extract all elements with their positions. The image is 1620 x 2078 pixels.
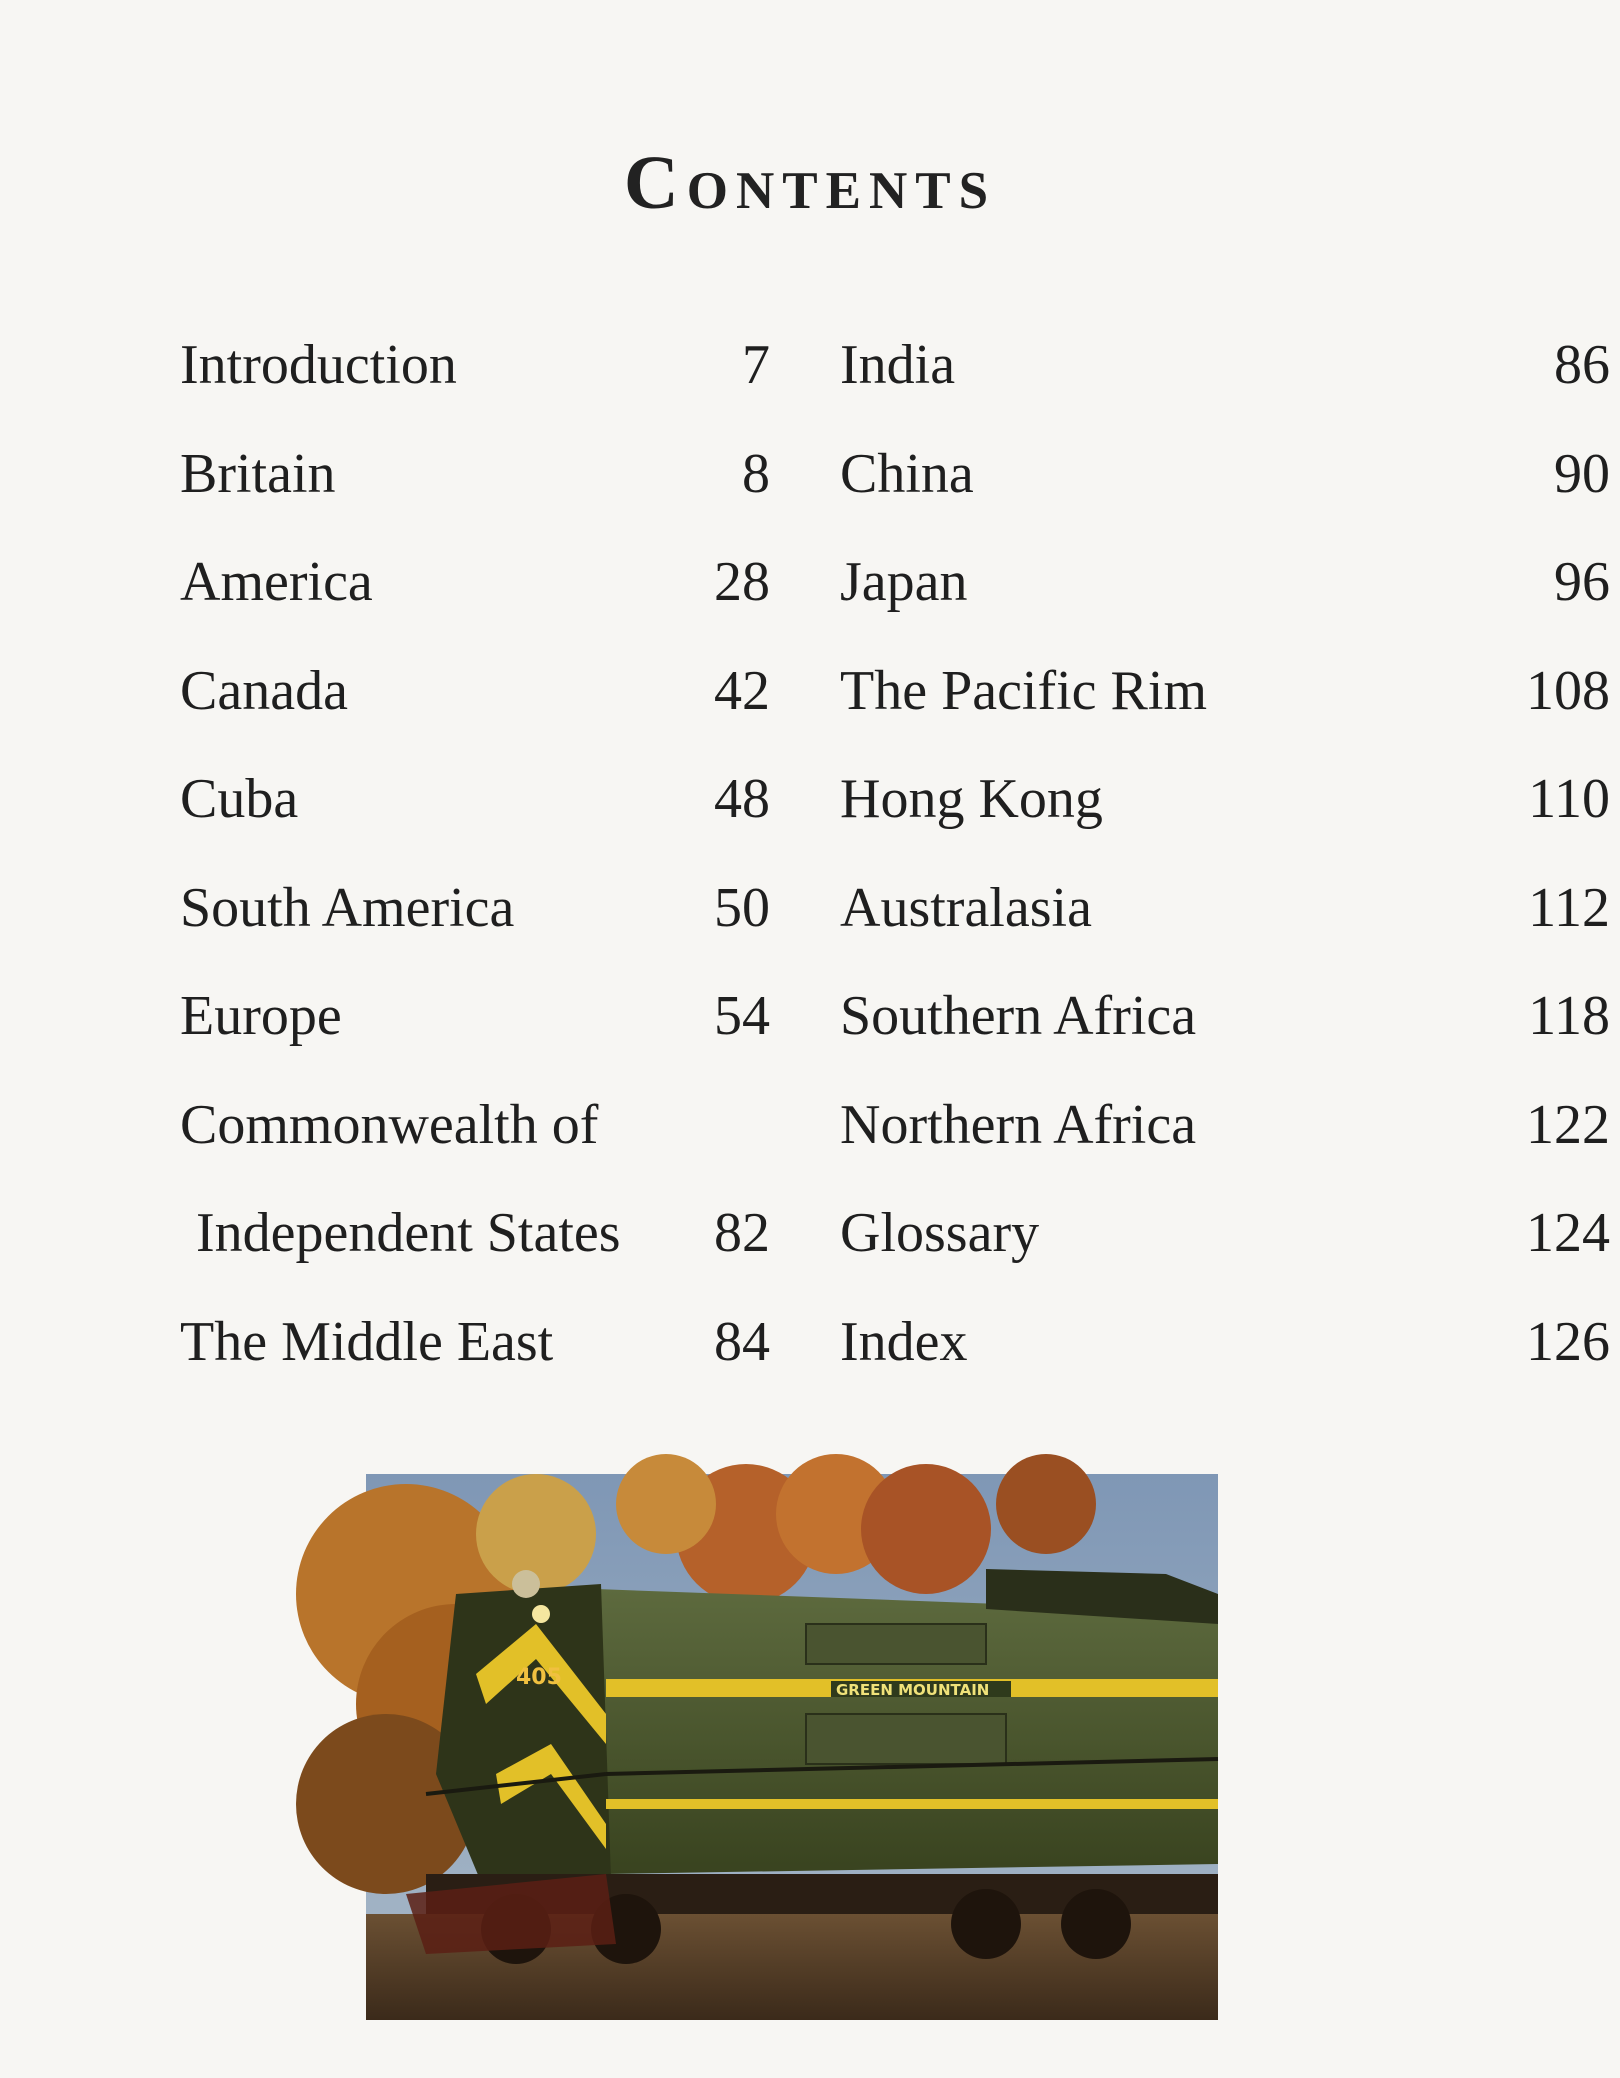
toc-entry[interactable] (180, 330, 770, 439)
toc-entry[interactable] (180, 439, 770, 548)
toc-entry-label: Commonwealth of (180, 1093, 599, 1156)
toc-entry-label: Australasia (840, 876, 1092, 939)
toc-entry[interactable] (840, 764, 1610, 873)
toc-entry-page: 96 (1554, 551, 1610, 613)
toc-entry-label: India (840, 334, 956, 396)
toc-entry-label: South America (180, 876, 515, 939)
toc-entry-page: 86 (1554, 334, 1610, 396)
toc-entry[interactable] (840, 981, 1610, 1090)
toc-entry-page: 48 (714, 768, 770, 830)
toc-entry-label: Independent States (196, 1202, 621, 1264)
toc-entry-label: The Middle East (180, 1310, 554, 1373)
toc-entry[interactable] (180, 873, 770, 982)
toc-entry[interactable] (180, 1198, 770, 1307)
toc-entry[interactable] (840, 439, 1610, 548)
toc-entry-page: 7 (742, 334, 770, 396)
toc-entry-label: China (840, 442, 974, 505)
toc-entry[interactable] (840, 656, 1610, 765)
toc-entry-label: Index (840, 1310, 968, 1373)
toc-entry-page: 90 (1554, 442, 1610, 505)
locomotive-lettering: GREEN MOUNTAIN (836, 1681, 990, 1699)
toc-entry[interactable] (840, 330, 1610, 439)
locomotive-number: 405 (516, 1665, 562, 1690)
toc-entry-label: Europe (180, 985, 342, 1047)
toc-entry-page: 8 (742, 442, 770, 505)
toc-entry-page: 84 (714, 1310, 770, 1373)
toc-entry-label: Britain (180, 442, 336, 505)
toc-entry-page: 82 (714, 1202, 770, 1264)
toc-entry[interactable] (180, 764, 770, 873)
toc-entry[interactable] (840, 547, 1610, 656)
toc-entry-label: Southern Africa (840, 985, 1197, 1047)
toc-left-column (180, 330, 770, 1415)
toc-entry[interactable] (180, 547, 770, 656)
toc-entry-page: 112 (1528, 876, 1610, 939)
toc-entry-page: 122 (1526, 1093, 1610, 1156)
toc-entry-label: Japan (840, 551, 968, 613)
toc-entry-page: 54 (714, 985, 770, 1047)
toc-entry-label: Northern Africa (840, 1093, 1197, 1156)
toc-entry[interactable] (840, 1090, 1610, 1199)
toc-right-column (840, 330, 1610, 1415)
toc-entry-label: Canada (180, 659, 348, 722)
locomotive-illustration (366, 1474, 1218, 2020)
toc-entry-page: 124 (1526, 1202, 1610, 1264)
toc-entry[interactable] (180, 656, 770, 765)
toc-entry-label: America (180, 551, 373, 613)
page-title: Contents (623, 141, 997, 225)
toc-entry-page: 108 (1526, 659, 1610, 722)
toc-entry-page: 126 (1526, 1310, 1610, 1373)
toc-entry[interactable] (180, 1090, 770, 1199)
locomotive-photo (366, 1474, 1218, 2020)
toc-entry[interactable] (840, 1198, 1610, 1307)
toc-entry[interactable] (180, 981, 770, 1090)
toc-entry-page: 110 (1528, 768, 1610, 830)
toc-entry[interactable] (840, 1307, 1610, 1416)
toc-entry[interactable] (840, 873, 1610, 982)
toc-entry[interactable] (180, 1307, 770, 1416)
toc-entry-page: 118 (1528, 985, 1610, 1047)
toc-entry-label: The Pacific Rim (840, 659, 1208, 722)
toc-entry-label: Hong Kong (840, 768, 1103, 830)
toc-entry-page: 42 (714, 659, 770, 722)
toc-entry-label: Introduction (180, 334, 457, 396)
toc-entry-page: 28 (714, 551, 770, 613)
toc-entry-label: Glossary (840, 1202, 1040, 1264)
toc-entry-label: Cuba (180, 768, 299, 830)
toc-entry-page: 50 (714, 876, 770, 939)
